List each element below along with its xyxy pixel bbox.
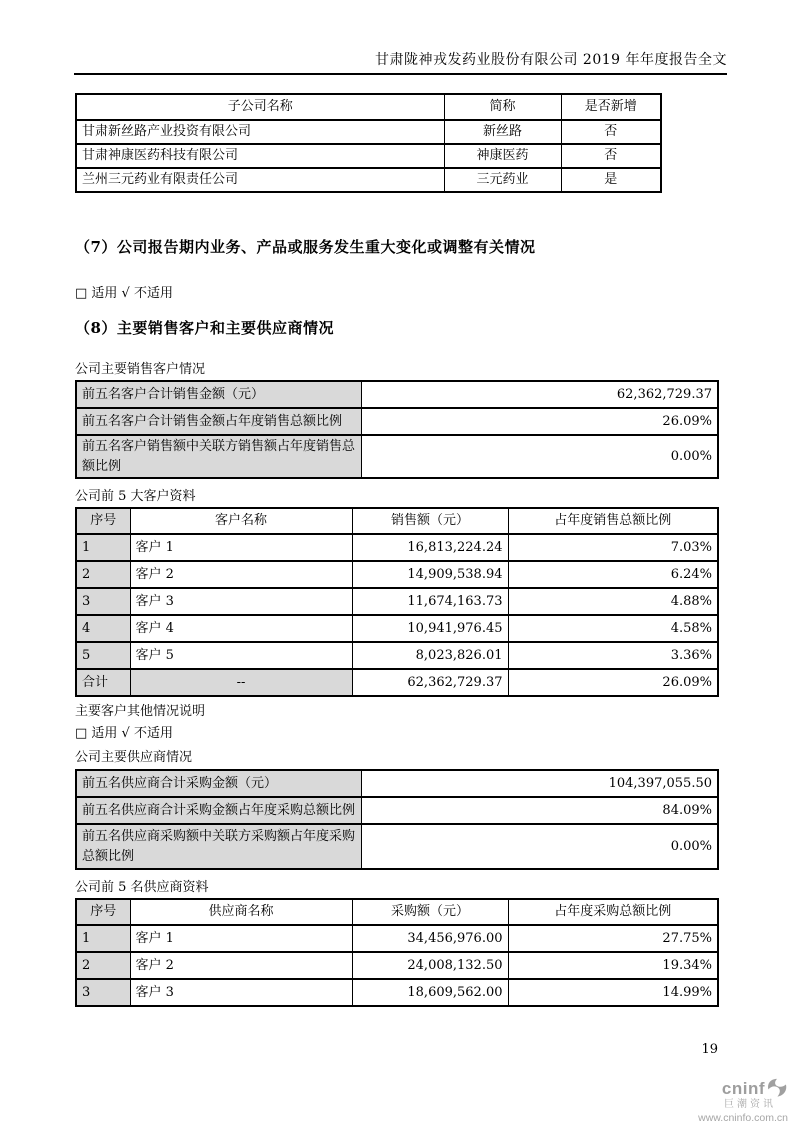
customers-other-note: 主要客户其他情况说明 (75, 704, 206, 719)
is-new-cell: 否 (561, 120, 661, 144)
summary-label-cell: 前五名客户合计销售金额（元） (76, 381, 361, 408)
header-cell-customer-name: 客户名称 (130, 508, 352, 534)
summary-label-cell: 前五名供应商合计采购金额占年度采购总额比例 (76, 797, 361, 824)
header-cell-supplier-name: 供应商名称 (130, 899, 352, 925)
supplier-name-cell: 客户 3 (130, 979, 352, 1006)
summary-row (76, 797, 718, 824)
cninfo-logo (698, 1078, 788, 1122)
subsidiary-name-cell: 甘肃新丝路产业投资有限公司 (76, 120, 444, 144)
subsidiary-row (76, 120, 661, 144)
customer-name-cell: 客户 4 (130, 615, 352, 642)
supplier-row (76, 952, 718, 979)
suppliers-table (75, 898, 719, 1007)
summary-row (76, 770, 718, 797)
header-cell-index: 序号 (76, 508, 130, 534)
sales-ratio-cell: 4.88% (508, 588, 718, 615)
summary-value-cell: 26.09% (361, 408, 718, 435)
summary-value-cell: 62,362,729.37 (361, 381, 718, 408)
purchase-amount-cell: 18,609,562.00 (352, 979, 508, 1006)
summary-label-cell: 前五名供应商合计采购金额（元） (76, 770, 361, 797)
customer-name-cell: 客户 3 (130, 588, 352, 615)
sales-ratio-cell: 6.24% (508, 561, 718, 588)
customer-name-cell: 客户 1 (130, 534, 352, 561)
total-name-cell: -- (130, 669, 352, 696)
supplier-name-cell: 客户 1 (130, 925, 352, 952)
customer-row (76, 561, 718, 588)
subsidiary-name-cell: 兰州三元药业有限责任公司 (76, 168, 444, 192)
cninfo-swirl-icon (766, 1078, 788, 1098)
subsidiary-row (76, 168, 661, 192)
summary-row (76, 824, 718, 869)
purchase-ratio-cell: 19.34% (508, 952, 718, 979)
index-cell: 1 (76, 534, 130, 561)
customer-name-cell: 客户 5 (130, 642, 352, 669)
summary-value-cell: 84.09% (361, 797, 718, 824)
summary-value-cell: 0.00% (361, 435, 718, 478)
short-name-cell: 三元药业 (444, 168, 561, 192)
subsidiary-name-cell: 甘肃神康医药科技有限公司 (76, 144, 444, 168)
total-label-cell: 合计 (76, 669, 130, 696)
customers-header-row (76, 508, 718, 534)
sales-amount-cell: 14,909,538.94 (352, 561, 508, 588)
total-ratio-cell: 26.09% (508, 669, 718, 696)
header-rule (74, 73, 727, 75)
header-cell-index: 序号 (76, 899, 130, 925)
purchase-ratio-cell: 27.75% (508, 925, 718, 952)
summary-label-cell: 前五名客户合计销售金额占年度销售总额比例 (76, 408, 361, 435)
customer-name-cell: 客户 2 (130, 561, 352, 588)
section-7-heading: （7）公司报告期内业务、产品或服务发生重大变化或调整有关情况 (75, 238, 536, 256)
header-cell-sales-amount: 销售额（元） (352, 508, 508, 534)
section-7-applicability: □ 适用 √ 不适用 (75, 286, 173, 301)
cninfo-brand-cn: 巨潮资讯 (724, 1099, 776, 1110)
section-8-heading: （8）主要销售客户和主要供应商情况 (75, 319, 334, 337)
header-cell-purchase-ratio: 占年度采购总额比例 (508, 899, 718, 925)
purchase-amount-cell: 34,456,976.00 (352, 925, 508, 952)
sales-ratio-cell: 3.36% (508, 642, 718, 669)
header-cell-is-new: 是否新增 (561, 94, 661, 120)
subsidiaries-header-row (76, 94, 661, 120)
short-name-cell: 神康医药 (444, 144, 561, 168)
sales-ratio-cell: 4.58% (508, 615, 718, 642)
purchase-ratio-cell: 14.99% (508, 979, 718, 1006)
index-cell: 1 (76, 925, 130, 952)
index-cell: 2 (76, 952, 130, 979)
index-cell: 2 (76, 561, 130, 588)
header-cell-purchase-amount: 采购额（元） (352, 899, 508, 925)
index-cell: 4 (76, 615, 130, 642)
summary-row (76, 435, 718, 478)
index-cell: 3 (76, 588, 130, 615)
suppliers-summary-table (75, 769, 719, 870)
short-name-cell: 新丝路 (444, 120, 561, 144)
supplier-row (76, 979, 718, 1006)
purchase-amount-cell: 24,008,132.50 (352, 952, 508, 979)
summary-value-cell: 104,397,055.50 (361, 770, 718, 797)
is-new-cell: 否 (561, 144, 661, 168)
sales-ratio-cell: 7.03% (508, 534, 718, 561)
customers-intro-label: 公司主要销售客户情况 (75, 362, 206, 377)
is-new-cell: 是 (561, 168, 661, 192)
cninfo-url: www.cninfo.com.cn (698, 1112, 788, 1122)
header-cell-subsidiary-name: 子公司名称 (76, 94, 444, 120)
sales-amount-cell: 8,023,826.01 (352, 642, 508, 669)
subsidiaries-table (75, 93, 662, 193)
supplier-name-cell: 客户 2 (130, 952, 352, 979)
customers-detail-title: 公司前 5 大客户资料 (75, 489, 196, 504)
sales-amount-cell: 10,941,976.45 (352, 615, 508, 642)
customer-row (76, 588, 718, 615)
summary-value-cell: 0.00% (361, 824, 718, 869)
suppliers-intro-label: 公司主要供应商情况 (75, 750, 193, 765)
customer-row (76, 642, 718, 669)
report-header-title: 甘肃陇神戎发药业股份有限公司 2019 年年度报告全文 (374, 52, 727, 68)
header-cell-short-name: 简称 (444, 94, 561, 120)
customers-total-row (76, 669, 718, 696)
index-cell: 5 (76, 642, 130, 669)
index-cell: 3 (76, 979, 130, 1006)
customer-row (76, 615, 718, 642)
customer-row (76, 534, 718, 561)
total-amount-cell: 62,362,729.37 (352, 669, 508, 696)
customers-applicability: □ 适用 √ 不适用 (75, 726, 173, 741)
sales-amount-cell: 16,813,224.24 (352, 534, 508, 561)
summary-row (76, 408, 718, 435)
summary-label-cell: 前五名供应商采购额中关联方采购额占年度采购总额比例 (76, 824, 361, 869)
suppliers-detail-title: 公司前 5 名供应商资料 (75, 880, 209, 895)
header-cell-sales-ratio: 占年度销售总额比例 (508, 508, 718, 534)
customers-summary-table (75, 380, 719, 479)
page-number: 19 (701, 1042, 718, 1057)
customers-table (75, 507, 719, 697)
sales-amount-cell: 11,674,163.73 (352, 588, 508, 615)
subsidiary-row (76, 144, 661, 168)
cninfo-brand: cninf (721, 1078, 765, 1098)
supplier-row (76, 925, 718, 952)
summary-row (76, 381, 718, 408)
summary-label-cell: 前五名客户销售额中关联方销售额占年度销售总额比例 (76, 435, 361, 478)
suppliers-header-row (76, 899, 718, 925)
